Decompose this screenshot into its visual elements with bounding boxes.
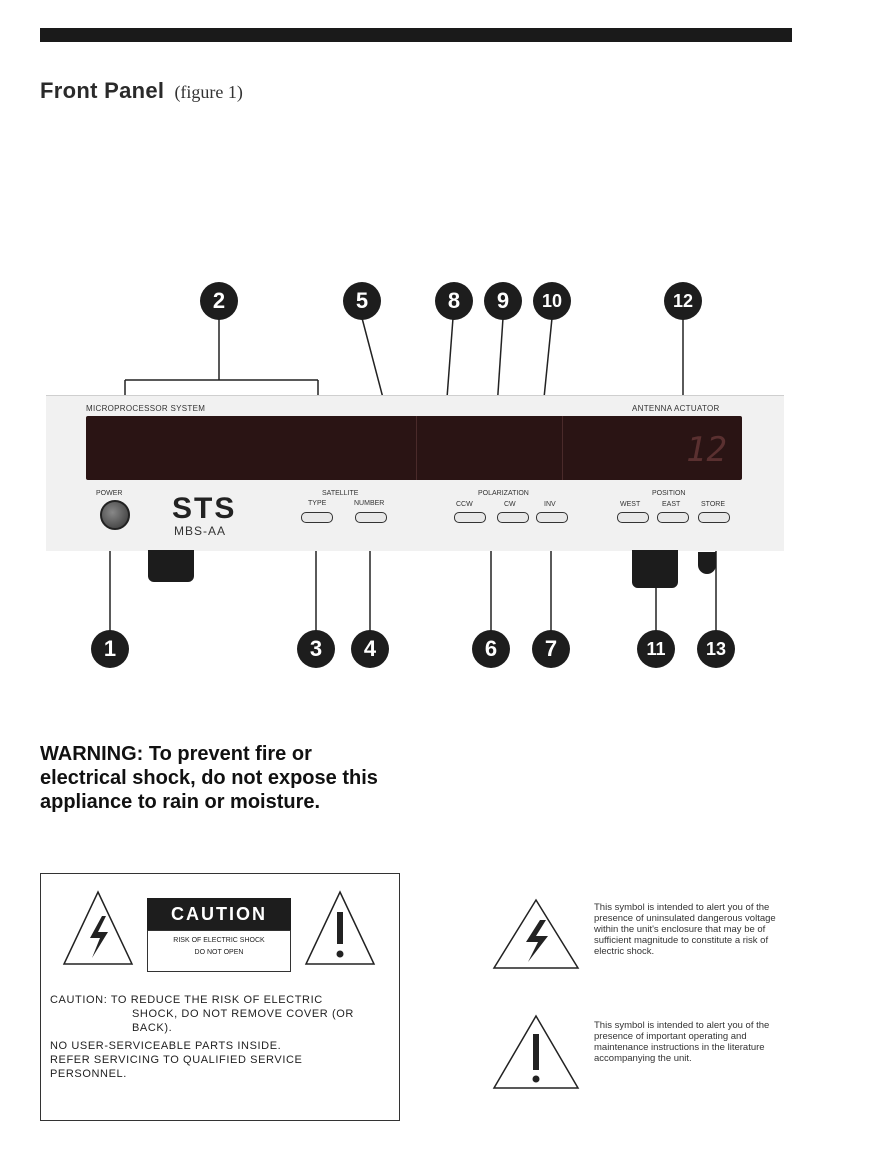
position-readout: 12 [686,430,727,470]
east-label: EAST [662,501,681,508]
caution-title: CAUTION [147,898,291,930]
satellite-type-button[interactable] [301,512,333,523]
store-button[interactable] [698,512,730,523]
west-label: WEST [620,501,641,508]
inv-label: INV [544,501,556,508]
callout-2: 2 [200,282,238,320]
store-label: STORE [701,501,725,508]
system-label: MICROPROCESSOR SYSTEM [86,404,206,413]
warning-text: WARNING: To prevent fire or electrical shock, do not expose this appliance to rain or moisture. [40,743,378,813]
lightning-symbol-icon [492,898,582,972]
callout-1: 1 [91,630,129,668]
callout-4: 4 [351,630,389,668]
caution-subtitle [147,930,291,972]
callout-12: 12 [664,282,702,320]
display-divider [416,416,417,480]
caution-line-1: CAUTION: TO REDUCE THE RISK OF ELECTRIC [50,994,323,1006]
exclamation-symbol-description: This symbol is intended to alert you of the presence of important operating and maintenance instructions in the literature accompanying the unit. [594,1020,770,1064]
satellite-number-button[interactable] [355,512,387,523]
position-label: POSITION [652,490,686,497]
heading-figure-ref: (figure 1) [174,82,243,102]
exclamation-symbol-icon [492,1014,582,1092]
right-foot [632,550,678,588]
callout-3: 3 [297,630,335,668]
number-label: NUMBER [354,500,385,507]
right-small-foot [698,552,716,574]
caution-line-4: NO USER-SERVICEABLE PARTS INSIDE. [50,1040,282,1052]
caution-line-6: PERSONNEL. [50,1068,127,1080]
caution-sub-line2: DO NOT OPEN [194,949,244,956]
caution-line-2: SHOCK, DO NOT REMOVE COVER (OR [132,1008,354,1020]
west-button[interactable] [617,512,649,523]
display-divider [562,416,563,480]
front-display [86,416,742,480]
polarization-label: POLARIZATION [478,490,529,497]
cw-button[interactable] [497,512,529,523]
callout-7: 7 [532,630,570,668]
callout-13: 13 [697,630,735,668]
brand-logo: STS [172,492,237,525]
caution-sub-line1: RISK OF ELECTRIC SHOCK [173,937,265,944]
heading-title: Front Panel [40,78,165,103]
cw-label: CW [504,501,516,508]
callout-8: 8 [435,282,473,320]
type-label: TYPE [308,500,327,507]
callout-6: 6 [472,630,510,668]
actuator-label: ANTENNA ACTUATOR [632,404,720,413]
ccw-button[interactable] [454,512,486,523]
model-number: MBS-AA [174,524,227,538]
lightning-symbol-description: This symbol is intended to alert you of the presence of uninsulated dangerous voltage within the unit's enclosure that may be of sufficient magnitude to constitute a risk of electric shock. [594,902,776,957]
left-foot [148,550,194,582]
exclamation-triangle-icon [304,888,376,968]
callout-5: 5 [343,282,381,320]
power-button[interactable] [100,500,130,530]
inv-button[interactable] [536,512,568,523]
callout-9: 9 [484,282,522,320]
caution-line-5: REFER SERVICING TO QUALIFIED SERVICE [50,1054,303,1066]
callout-11: 11 [637,630,675,668]
callout-10: 10 [533,282,571,320]
caution-line-3: BACK). [132,1022,173,1034]
lightning-triangle-icon [62,888,134,968]
satellite-label: SATELLITE [322,490,359,497]
power-label: POWER [96,490,123,497]
ccw-label: CCW [456,501,473,508]
east-button[interactable] [657,512,689,523]
